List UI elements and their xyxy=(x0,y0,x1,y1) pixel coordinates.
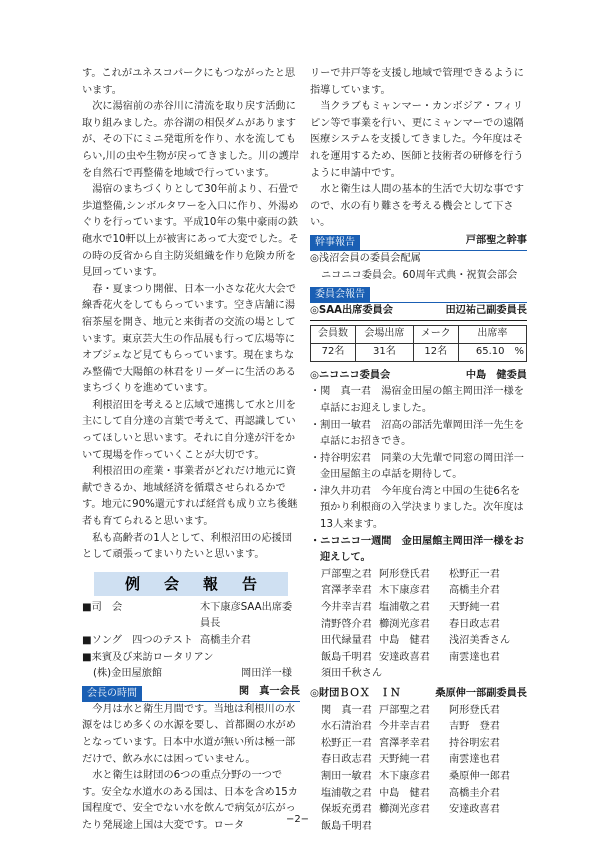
member-name: 飯島千明君 xyxy=(321,820,372,832)
attendance-cell: 12名 xyxy=(413,343,458,361)
agenda-value: 木下康彦SAA出席委員長 xyxy=(200,601,293,630)
member-name xyxy=(379,666,449,683)
member-name: 天野純一君 xyxy=(379,754,430,766)
attendance-cell: 72名 xyxy=(311,343,356,361)
paragraph: 私も高齢者の1人として、利根沼田の応援団として頑張ってまいりたいと思います。 xyxy=(82,532,293,561)
attendance-table xyxy=(310,325,527,362)
niko-item: ・関 真一君 湯宿金田屋の館主岡田洋一様を卓話にお迎えしました。 xyxy=(310,386,524,414)
paragraph: す。これがユネスコパークにもつながったと思います。 xyxy=(82,68,296,96)
saa-committee-heading xyxy=(310,303,527,321)
member-name: 田代緑量君 xyxy=(321,635,372,647)
agenda-item xyxy=(82,633,300,650)
niko-item: ・割田一敏君 沼高の部活先輩岡田洋一先生を卓話にお招きでき。 xyxy=(310,419,524,448)
member-name: 櫛渕光彦君 xyxy=(379,618,430,630)
member-name: 南雲達也君 xyxy=(449,754,500,766)
member-name: 割田一敏君 xyxy=(321,770,372,782)
member-name: 木下康彦君 xyxy=(379,770,430,782)
agenda-label: ■ソング 四つのテスト xyxy=(82,635,193,646)
section-tag: 幹事報告 xyxy=(310,235,360,250)
niko-item: ・津久井功君 今年度台湾と中国の生徒6名を預かり利根商の入学決まりました。次年度は13人来ます。 xyxy=(310,485,524,531)
member-name: 吉野 登君 xyxy=(449,721,500,733)
committee-report-header xyxy=(310,286,527,303)
paragraph: 春・夏まつり開催、日本一小さな花火大会で線香花火をしてもらっています。空き店舗に湯宿茶屋を開き、地元と来街者の交流の場としています。東京芸大生の作品展も行って広場等にオブジェなど見てもらっています。現在まちなみ整備で大陽館の林君をリーダーに生活のあるまちづくりを進めています。 xyxy=(82,283,296,395)
foundation-box-heading xyxy=(310,686,527,703)
committee-rep: 中島 健委員 xyxy=(465,369,527,381)
member-name: 松野正一君 xyxy=(321,737,372,749)
member-name: 春日政志君 xyxy=(321,754,372,766)
guest-row xyxy=(82,666,300,683)
page-number: −2− xyxy=(285,814,310,825)
guest-org: (株)金田屋旅館 xyxy=(93,668,163,680)
agenda-value: 高橋圭介君 xyxy=(200,635,251,646)
member-name: 飯島千明君 xyxy=(321,651,372,663)
report-line: ニコニコ委員会。60周年式典・祝賀会部会 xyxy=(321,269,518,281)
agenda-label: ■来賓及び来訪ロータリアン xyxy=(82,651,214,663)
member-name: 塩浦敬之君 xyxy=(321,787,372,799)
paragraph: 利根沼田を考えると広域で連携して水と川を主にして自分達の言葉で考えて、再認識していってほしいと思います。それに自分達が汗をかいて現場を作っていくことが大切です。 xyxy=(82,399,296,461)
paragraph: 水と衛生は財団の6つの重点分野の一つです。安全な水道水のある国は、日本を含め15カ国程度で、安全でない水を飲んで病気が広がったり発展途上国は大変です。ロータ xyxy=(82,770,298,831)
attendance-header: 会員数 xyxy=(311,325,356,343)
member-name: 阿形登氏君 xyxy=(449,704,500,716)
paragraph: 当クラブもミャンマー・カンボジア・フィリピン等で事業を行い、更にミャンマーでの遠隔医療システムを支援してきました。今年度はそれを運用するため、医師と技術者の研修を行うように申請中です。 xyxy=(310,101,524,179)
president-time-header xyxy=(82,685,300,702)
member-name: 保坂充勇君 xyxy=(321,804,372,816)
committee-rep: 桑原伸一部副委員長 xyxy=(435,688,527,699)
meeting-report-banner: 例会報告 xyxy=(94,572,288,596)
attendance-header: 出席率 xyxy=(458,325,526,343)
committee-title: ◎SAA出席委員会 xyxy=(310,305,393,317)
member-name: 高橋圭介君 xyxy=(449,585,500,597)
niko-weekly: ・ニコニコ一週間 金田屋館主岡田洋一様をお迎えして。 xyxy=(310,535,524,564)
agenda-item xyxy=(82,600,300,633)
guest-name: 岡田洋一様 xyxy=(241,668,292,680)
committee-rep: 田辺祐己副委員長 xyxy=(445,305,527,317)
member-name: 宮澤孝幸君 xyxy=(379,737,430,749)
left-column xyxy=(82,66,300,835)
niko-item: ・持谷明宏君 同業の大先輩で同窓の岡田洋一金田屋館主の卓話を期待して。 xyxy=(310,452,524,481)
agenda-label: ■司 会 xyxy=(82,601,123,613)
attendance-header: 会場出席 xyxy=(355,325,413,343)
paragraph: 湯宿のまちづくりとして30年前より、石畳で歩道整備,シンボルタワーを入口に作り、外湯めぐりを行っています。平成10年の集中豪雨の鉄砲水で10軒以上が被害にあって大変でした。その時の反省から自主防災組織を作り危険カ所を見回っています。 xyxy=(82,184,299,279)
member-name: 須田千秋さん xyxy=(321,668,383,680)
member-name: 櫛渕光彦君 xyxy=(379,804,430,816)
report-line: ◎浅沼会員の委員会配属 xyxy=(310,252,421,264)
member-name: 木下康彦君 xyxy=(379,585,430,597)
section-tag: 会長の時間 xyxy=(82,686,142,701)
member-name xyxy=(449,666,527,683)
member-name: 阿形登氏君 xyxy=(379,568,430,580)
member-name: 春日政志君 xyxy=(449,618,500,630)
member-name: 持谷明宏君 xyxy=(449,737,500,749)
member-name: 安達政喜君 xyxy=(379,651,430,663)
paragraph: 次に湯宿前の赤谷川に清流を取り戻す活動に取り組みました。赤谷湖の相俣ダムがありますが、その下にミニ発電所を作り、水を流してもらい,川の虫や生物が戻ってきました。川の護岸を自然石で再整備を地域で行っています。 xyxy=(82,101,300,179)
attendance-cell: 65.10 % xyxy=(458,343,526,361)
member-name: 安達政喜君 xyxy=(449,804,500,816)
niko-committee-heading xyxy=(310,368,527,385)
attendance-cell: 31名 xyxy=(355,343,413,361)
member-name: 今井幸吉君 xyxy=(321,602,372,614)
committee-title: ◎ニコニコ委員会 xyxy=(310,369,391,381)
weekly-name-list xyxy=(310,567,527,683)
member-name: 塩浦敬之君 xyxy=(379,602,430,614)
member-name: 松野正一君 xyxy=(449,568,500,580)
secretary-report-header xyxy=(310,234,527,251)
member-name: 宮澤孝幸君 xyxy=(321,585,372,597)
member-name: 桑原伸一郎君 xyxy=(449,770,511,782)
member-name: 今井幸吉君 xyxy=(379,721,430,733)
member-name: 関 真一君 xyxy=(321,704,372,716)
paragraph: 利根沼田の産業・事業者がどれだけ地元に資献できるか、地域経済を循環させられるかです。地元に90%還元すれば経営も成り立ち後継者も育てられると思います。 xyxy=(82,466,298,528)
member-name: 浅沼美香さん xyxy=(449,635,511,647)
member-name: 高橋圭介君 xyxy=(449,787,500,799)
member-name: 中島 健君 xyxy=(379,635,430,647)
committee-title: ◎財団ＢＯＸ ＩＮ xyxy=(310,688,401,699)
member-name: 天野純一君 xyxy=(449,602,500,614)
paragraph: 水と衛生は人間の基本的生活で大切な事ですので、水の有り難さを考える機会として下さい。 xyxy=(310,184,524,229)
member-name: 中島 健君 xyxy=(379,787,430,799)
right-column xyxy=(310,66,527,835)
paragraph: リーで井戸等を支援し地域で管理できるように指導しています。 xyxy=(310,68,524,96)
member-name: 戸部聖之君 xyxy=(321,568,372,580)
member-name: 戸部聖之君 xyxy=(379,704,430,716)
speaker-name: 戸部聖之幹事 xyxy=(465,235,527,247)
attendance-header: メーク xyxy=(413,325,458,343)
speaker-name: 関 真一会長 xyxy=(238,686,300,698)
member-name: 南雲達也君 xyxy=(449,651,500,663)
section-tag: 委員会報告 xyxy=(310,287,370,302)
member-name: 清野啓介君 xyxy=(321,618,372,630)
agenda-item xyxy=(82,650,300,667)
member-name: 水石清治君 xyxy=(321,721,372,733)
paragraph: 今月は水と衛生月間です。当地は利根川の水源をはじめ多くの水源を要し、首都圏の水がめとなっています。日本中水道が無い所は極一部だけで、飲み水には困っていません。 xyxy=(82,703,296,765)
